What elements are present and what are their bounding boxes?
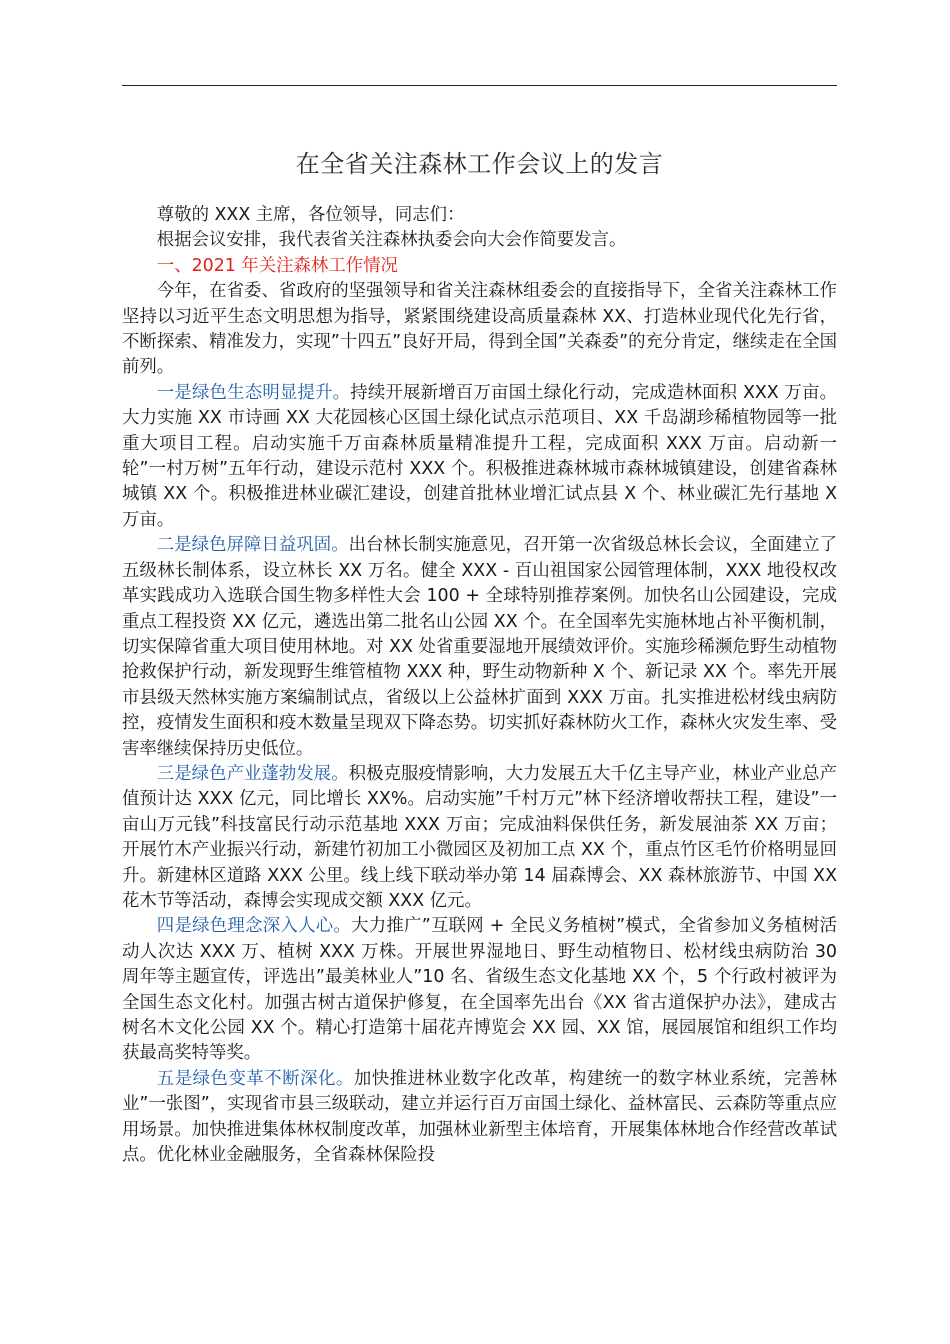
document-body bbox=[122, 203, 837, 1168]
intro-paragraph: 根据会议安排，我代表省关注森林执委会向大会作简要发言。 bbox=[156, 230, 627, 251]
point-text-2: 出台林长制实施意见，召开第一次省级总林长会议，全面建立了五级林长制体系，设立林长 XX 万名。健全 XXX - 百山祖国家公园管理体制，XXX 地役权改革实践成功入选联合国生物多样性大会 100 + 全球特别推荐案例。加快名山公园建设，完成重点工程投资 XX 亿元，遴选出第二批名山公园 XX 个。在全国率先实施林地占补平衡机制，切实保障省重大项目使用林地。对 XX 处省重要湿地开展绩效评价。实施珍稀濒危野生动植物抢救保护行动，新发现野生维管植物 XXX 种，野生动物新种 X 个、新记录 XX 个。率先开展市县级天然林实施方案编制试点，省级以上公益林扩面到 XXX 万亩。扎实推进松材线虫病防控，疫情发生面积和疫木数量呈现双下降态势。切实抓好森林防火工作，森林火灾发生率、受害率继续保持历史低位。 bbox=[122, 535, 837, 759]
point-text-3: 积极克服疫情影响，大力发展五大千亿主导产业，林业产业总产值预计达 XXX 亿元，同比增长 XX%。启动实施”千村万元”林下经济增收帮扶工程，建设”一亩山万元钱”科技富民行动示范基地 XXX 万亩；完成油料保供任务，新发展油茶 XX 万亩；开展竹木产业振兴行动，新建竹初加工小微园区及初加工点 XX 个，重点竹区毛竹价格明显回升。新建林区道路 XXX 公里。线上线下联动举办第 14 届森博会、XX 森林旅游节、中国 XX 花木节等活动，森博会实现成交额 XXX 亿元。 bbox=[122, 763, 837, 911]
point-lead-4: 四是绿色理念深入人心。 bbox=[156, 916, 352, 937]
point-lead-5: 五是绿色变革不断深化。 bbox=[156, 1068, 354, 1089]
document-title: 在全省关注森林工作会议上的发言 bbox=[295, 150, 664, 178]
point-text-1: 持续开展新增百万亩国土绿化行动，完成造林面积 XXX 万亩。大力实施 XX 市诗画 XX 大花园核心区国土绿化试点示范项目、XX 千岛湖珍稀植物园等一批重大项目工程。启动实施千万亩森林质量精准提升工程，完成面积 XXX 万亩。启动新一轮”一村万树”五年行动，建设示范村 XXX 个。积极推进森林城市森林城镇建设，创建省森林城镇 XX 个。积极推进林业碳汇建设，创建首批林业增汇试点县 X 个、林业碳汇先行基地 X 万亩。 bbox=[122, 382, 837, 530]
header-rule bbox=[122, 85, 837, 86]
section-heading: 一、2021 年关注森林工作情况 bbox=[156, 255, 398, 276]
point-paragraph-1 bbox=[122, 381, 837, 533]
point-text-5: 加快推进林业数字化改革，构建统一的数字林业系统，完善林业”一张图”，实现省市县三级联动，建立并运行百万亩国土绿化、益林富民、云森防等重点应用场景。加快推进集体林权制度改革，加强林业新型主体培育，开展集体林地合作经营改革试点。优化林业金融服务，全省森林保险投 bbox=[122, 1068, 837, 1166]
point-lead-2: 二是绿色屏障日益巩固。 bbox=[156, 535, 349, 556]
point-lead-3: 三是绿色产业蓬勃发展。 bbox=[156, 763, 349, 784]
point-paragraph-5 bbox=[122, 1067, 837, 1169]
point-text-4: 大力推广”互联网 + 全民义务植树”模式，全省参加义务植树活动人次达 XXX 万、植树 XXX 万株。开展世界湿地日、野生动植物日、松材线虫病防治 30 周年等主题宣传，评选出”最美林业人”10 名、省级生态文化基地 XX 个，5 个行政村被评为全国生态文化村。加强古树古道保护修复，在全国率先出台《XX 省古道保护办法》，建成古树名木文化公园 XX 个。精心打造第十届花卉博览会 XX 园、XX 馆，展园展馆和组织工作均获最高奖特等奖。 bbox=[122, 916, 837, 1064]
point-paragraph-3 bbox=[122, 762, 837, 914]
point-paragraph-2 bbox=[122, 533, 837, 762]
overview-paragraph: 今年，在省委、省政府的坚强领导和省关注森林组委会的直接指导下，全省关注森林工作坚持以习近平生态文明思想为指导，紧紧围绕建设高质量森林 XX、打造林业现代化先行省，不断探索、精准发力，实现”十四五”良好开局，得到全国”关森委”的充分肯定，继续走在全国前列。 bbox=[122, 281, 837, 378]
point-paragraph-4 bbox=[122, 914, 837, 1066]
point-lead-1: 一是绿色生态明显提升。 bbox=[156, 382, 351, 403]
salutation: 尊敬的 XXX 主席，各位领导，同志们： bbox=[156, 205, 465, 225]
